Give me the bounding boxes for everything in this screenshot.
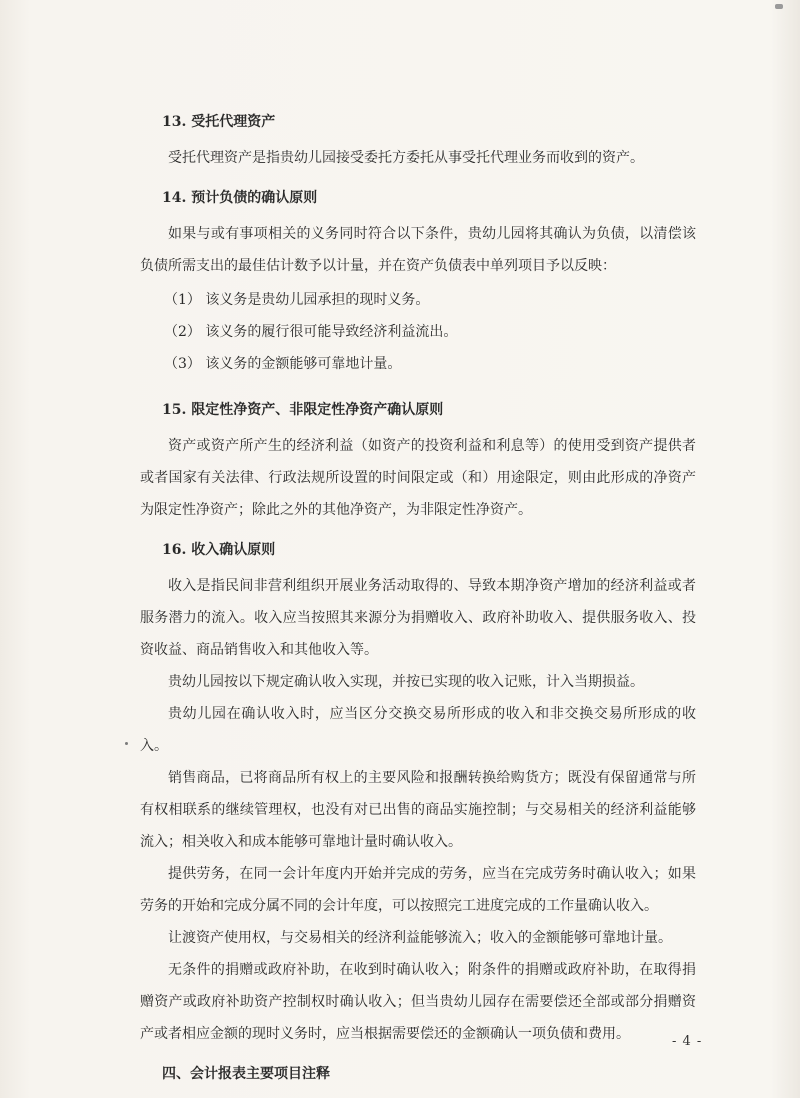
page-number: - 4 - (672, 1034, 703, 1049)
list-item: （3） 该义务的金额能够可靠地计量。 (164, 356, 402, 372)
paragraph: 受托代理资产是指贵幼儿园接受委托方委托从事受托代理业务而收到的资产。 (168, 150, 644, 166)
scan-speck (125, 742, 128, 745)
paragraph: 贵幼儿园按以下规定确认收入实现，并按已实现的收入记账，计入当期损益。 (168, 674, 644, 690)
paragraph: 销售商品，已将商品所有权上的主要风险和报酬转换给购货方；既没有保留通常与所有权相联系的继续管理权，也没有对已出售的商品实施控制；与交易相关的经济利益能够流入；相关收入和成本能够可靠地计量时确认收入。 (140, 770, 696, 850)
section-heading: 四、会计报表主要项目注释 (162, 1066, 330, 1082)
list-item: （1） 该义务是贵幼儿园承担的现时义务。 (164, 292, 430, 308)
paragraph: 如果与或有事项相关的义务同时符合以下条件，贵幼儿园将其确认为负债，以清偿该负债所需支出的最佳估计数予以计量，并在资产负债表中单列项目予以反映： (140, 226, 696, 274)
paragraph: 贵幼儿园在确认收入时，应当区分交换交易所形成的收入和非交换交易所形成的收入。 (140, 706, 696, 754)
scan-artifact (775, 4, 783, 9)
paragraph: 资产或资产所产生的经济利益（如资产的投资利益和利息等）的使用受到资产提供者或者国家有关法律、行政法规所设置的时间限定或（和）用途限定，则由此形成的净资产为限定性净资产；除此之外的其他净资产，为非限定性净资产。 (140, 438, 696, 518)
paragraph: 提供劳务，在同一会计年度内开始并完成的劳务，应当在完成劳务时确认收入；如果劳务的开始和完成分属不同的会计年度，可以按照完工进度完成的工作量确认收入。 (140, 866, 696, 914)
paragraph: 收入是指民间非营利组织开展业务活动取得的、导致本期净资产增加的经济利益或者服务潜力的流入。收入应当按照其来源分为捐赠收入、政府补助收入、提供服务收入、投资收益、商品销售收入和其他收入等。 (140, 578, 696, 658)
section-heading: 15. 限定性净资产、非限定性净资产确认原则 (162, 402, 444, 418)
section-heading: 14. 预计负债的确认原则 (162, 190, 318, 206)
list-item: （2） 该义务的履行很可能导致经济利益流出。 (164, 324, 458, 340)
section-heading: 13. 受托代理资产 (162, 114, 276, 130)
document-body (140, 112, 696, 1094)
paragraph: 让渡资产使用权，与交易相关的经济利益能够流入；收入的金额能够可靠地计量。 (168, 930, 672, 946)
paragraph: 无条件的捐赠或政府补助，在收到时确认收入；附条件的捐赠或政府补助，在取得捐赠资产或政府补助资产控制权时确认收入；但当贵幼儿园存在需要偿还全部或部分捐赠资产或者相应金额的现时义务时，应当根据需要偿还的金额确认一项负债和费用。 (140, 962, 696, 1042)
section-heading: 16. 收入确认原则 (162, 542, 276, 558)
